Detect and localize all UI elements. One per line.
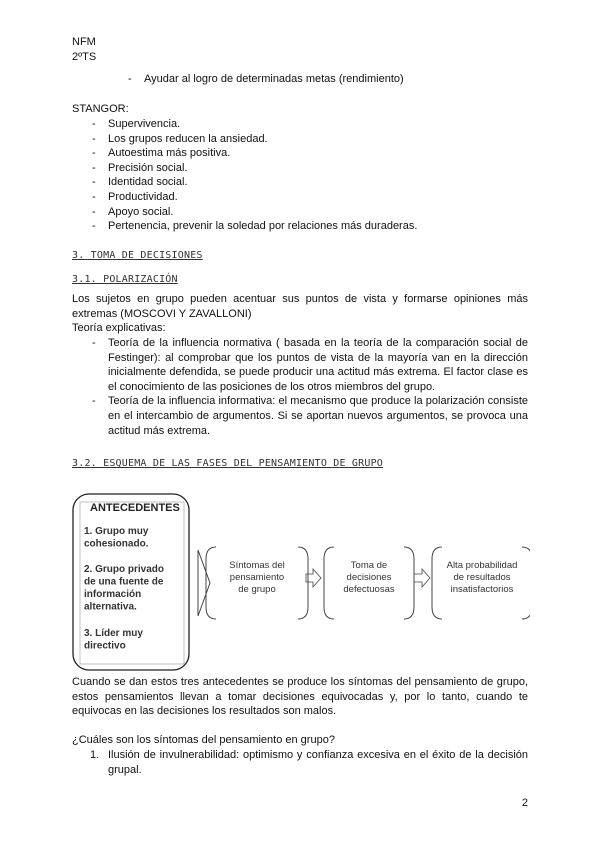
- section32-title: 3.2. ESQUEMA DE LAS FASES DEL PENSAMIENTO DE GRUPO: [72, 458, 384, 469]
- page-number: 2: [521, 797, 528, 809]
- stage-line: Alta probabilidad: [446, 560, 518, 571]
- antecedent-line: alternativa.: [84, 601, 137, 613]
- antecedent-line: 2. Grupo privado: [84, 564, 165, 575]
- antecedents-title: ANTECEDENTES: [90, 502, 180, 514]
- section31-title: 3.1. POLARIZACIÓN: [72, 274, 178, 285]
- stage3-left-bracket: [432, 547, 442, 619]
- symptom-text: Ilusión de invulnerabilidad: optimismo y confianza excesiva en el éxito de la decisión grupal.: [108, 749, 528, 776]
- antecedent-line: 3. Líder muy: [84, 628, 143, 639]
- stage-line: Síntomas del: [229, 560, 285, 571]
- stage-line: de resultados: [453, 572, 511, 583]
- polarization-paragraph: Los sujetos en grupo pueden acentuar sus puntos de vista y formarse opiniones más extremas (MOSCOVI Y ZAVALLONI): [72, 293, 528, 320]
- stangor-item: - Los grupos reducen la ansiedad.: [72, 132, 528, 147]
- header-line2: 2ºTS: [72, 51, 97, 63]
- antecedent-line: directivo: [84, 640, 126, 652]
- header: [72, 35, 96, 65]
- stage-line: de grupo: [238, 584, 276, 595]
- intro-item: - Ayudar al logro de determinadas metas (rendimiento): [108, 72, 404, 87]
- stage1-left-bracket: [206, 547, 216, 619]
- stage-line: defectuosas: [343, 584, 395, 595]
- stangor-item: - Pertenencia, prevenir la soledad por relaciones más duraderas.: [72, 219, 528, 234]
- stangor-title: STANGOR:: [72, 103, 129, 115]
- stangor-item: - Autoestima más positiva.: [72, 146, 528, 161]
- header-line1: NFM: [72, 36, 96, 48]
- stage-line: decisiones: [346, 572, 392, 583]
- stage-line: pensamiento: [229, 572, 285, 583]
- stangor-item: - Precisión social.: [72, 161, 528, 176]
- stages: [229, 560, 517, 595]
- stage2-right-bracket: [404, 547, 414, 619]
- theories-label: Teoría explicativas:: [72, 322, 166, 334]
- antecedent-line: información: [84, 589, 142, 600]
- stage-line: insatisfactorios: [450, 584, 514, 595]
- stangor-list: [72, 117, 528, 234]
- theories-list: [72, 336, 528, 438]
- antecedents-items: [84, 526, 164, 652]
- section3-title: 3. TOMA DE DECISIONES: [72, 250, 203, 261]
- stage1-right-bracket: [298, 547, 308, 619]
- theory-item: - Teoría de la influencia normativa ( basada en la teoría de la comparación social de Festinger): al comprobar que los puntos de vista de la mayoría van en la dirección inicialmente defendida, se puede producir una actitud más extrema. El factor clase es el conocimiento de las posiciones de los otros miembros del grupo.: [72, 336, 528, 394]
- stage3-right-bracket: [522, 547, 530, 619]
- intro-list: [108, 72, 404, 87]
- symptom-item: [72, 748, 528, 777]
- theory-item: - Teoría de la influencia informativa: el mecanismo que produce la polarización consiste en el intercambio de argumentos. Si se aportan nuevos argumentos, se provoca una actitud más extrema.: [72, 394, 528, 438]
- stangor-item: - Supervivencia.: [72, 117, 528, 132]
- antecedent-line: cohesionado.: [84, 538, 149, 550]
- stangor-item: - Apoyo social.: [72, 205, 528, 220]
- stangor-item: - Identidad social.: [72, 175, 528, 190]
- antecedent-line: de una fuente de: [84, 576, 164, 588]
- arrow-3: [414, 569, 430, 587]
- question: ¿Cuáles son los síntomas del pensamiento en grupo?: [72, 734, 335, 746]
- stage-line: Toma de: [350, 560, 388, 571]
- groupthink-diagram: [70, 492, 530, 676]
- symptom-number: 1.: [90, 749, 100, 761]
- stangor-item: - Productividad.: [72, 190, 528, 205]
- stage2-left-bracket: [324, 547, 334, 619]
- symptoms-list: [72, 748, 528, 777]
- antecedent-line: 1. Grupo muy: [84, 526, 149, 537]
- conclusion-paragraph: Cuando se dan estos tres antecedentes se produce los síntomas del pensamiento de grupo, estos pensamientos llevan a tomar decisiones equivocadas y, por lo tanto, cuando te equivocas en las decisiones los resultados son malos.: [72, 676, 528, 718]
- arrow-1: [198, 550, 210, 616]
